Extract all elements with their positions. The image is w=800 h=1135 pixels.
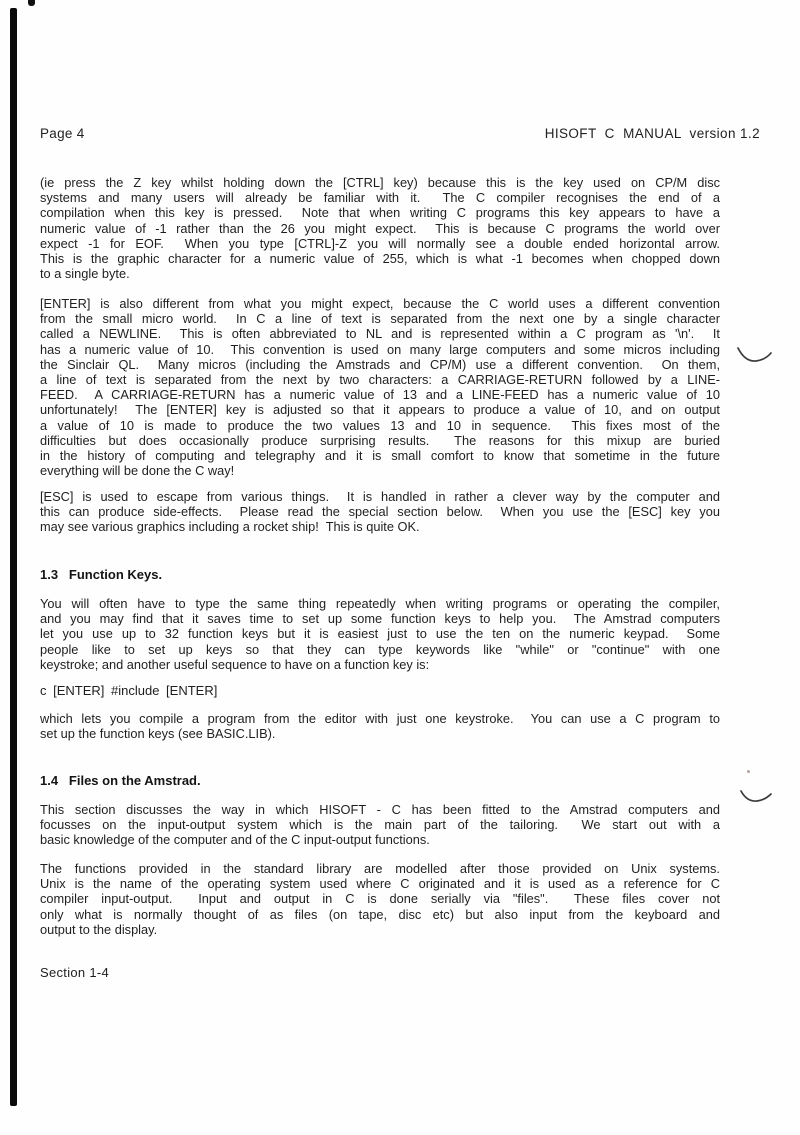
text-line: may see various graphics including a rocket ship! This is quite OK. bbox=[40, 519, 420, 535]
text-line: in the history of computing and telegraphy and it is small comfort to know that sometime in the future bbox=[40, 447, 720, 463]
paragraph-ctrl-z bbox=[40, 175, 720, 281]
text-line: a line of text is separated from the next by two characters: a CARRIAGE-RETURN followed by a LINE- bbox=[40, 371, 720, 387]
text-line: which lets you compile a program from the editor with just one keystroke. You can use a C program to bbox=[40, 711, 720, 726]
text-line: let you use up to 32 function keys but it is easiest just to use the ten on the numeric keypad. Some bbox=[40, 626, 720, 642]
text-line: compiler input-output. Input and output in C is done serially via "files". These files cover not bbox=[40, 891, 720, 907]
text-line: [ESC] is used to escape from various things. It is handled in rather a clever way by the computer and bbox=[40, 489, 720, 504]
paragraph-compile-keystroke bbox=[40, 711, 720, 741]
function-key-sequence: c [ENTER] #include [ENTER] bbox=[40, 683, 218, 698]
text-line: FEED. A CARRIAGE-RETURN has a numeric value of 13 and a LINE-FEED has a numeric value of 10 bbox=[40, 387, 720, 403]
text-line: only what is normally thought of as files (on tape, disc etc) but also input from the keyboard and bbox=[40, 906, 720, 922]
scan-squiggle-mark-2 bbox=[738, 785, 776, 809]
text-line: Unix is the name of the operating system used where C originated and it is used as a reference for C bbox=[40, 876, 720, 892]
text-line: output to the display. bbox=[40, 921, 158, 937]
scan-top-mark bbox=[28, 0, 35, 6]
text-line: to a single byte. bbox=[40, 266, 130, 282]
header-manual-title: HISOFT C MANUAL version 1.2 bbox=[544, 126, 760, 141]
text-line: everything will be done the C way! bbox=[40, 463, 235, 479]
header-page-number: Page 4 bbox=[40, 126, 85, 141]
text-line: compilation when this key is pressed. Note that when writing C programs this key appears to have a bbox=[40, 205, 720, 221]
text-line: and you may find that it saves time to set up some function keys to help you. The Amstrad computers bbox=[40, 611, 720, 627]
text-line: The functions provided in the standard library are modelled after those provided on Unix systems. bbox=[40, 861, 720, 876]
text-line: This section discusses the way in which HISOFT - C has been fitted to the Amstrad computers and bbox=[40, 802, 720, 817]
text-line: people like to set up keys so that they can type keywords like "while" or "continue" with one bbox=[40, 641, 720, 657]
text-line: this can produce side-effects. Please read the special section below. When you use the [ESC] key you bbox=[40, 504, 720, 520]
paragraph-esc bbox=[40, 489, 720, 535]
section-heading-function-keys: 1.3 Function Keys. bbox=[40, 567, 163, 582]
text-line: expect -1 for EOF. When you type [CTRL]-Z you will normally see a double ended horizontal arrow. bbox=[40, 235, 720, 251]
text-line: keystroke; and another useful sequence to have on a function key is: bbox=[40, 656, 430, 672]
scan-squiggle-mark-1 bbox=[735, 340, 775, 368]
text-line: the Sinclair QL. Many micros (including the Amstrads and CP/M) use a different convention. On them, bbox=[40, 356, 720, 372]
text-line: focusses on the input-output system which is the main part of the tailoring. We start out with a bbox=[40, 817, 720, 833]
scan-edge-bar bbox=[10, 8, 17, 1106]
text-line: difficulties but does occasionally produce surprising results. The reasons for this mixup are buried bbox=[40, 432, 720, 448]
text-line: numeric value of -1 rather than the 26 you might expect. This is because C programs the world over bbox=[40, 220, 720, 236]
text-line: basic knowledge of the computer and of the C input-output functions. bbox=[40, 832, 430, 848]
section-heading-files-amstrad: 1.4 Files on the Amstrad. bbox=[40, 773, 201, 788]
footer-section-number: Section 1-4 bbox=[40, 965, 110, 980]
text-line: [ENTER] is also different from what you might expect, because the C world uses a different convention bbox=[40, 296, 720, 311]
text-line: systems and many users will already be familiar with it. The C compiler recognises the end of a bbox=[40, 190, 720, 206]
text-line: has a numeric value of 10. This convention is used on many large computers and some micros including bbox=[40, 341, 720, 357]
text-line: set up the function keys (see BASIC.LIB). bbox=[40, 726, 276, 742]
text-line: a value of 10 is made to produce the two values 13 and 10 in sequence. This fixes most of the bbox=[40, 417, 720, 433]
scan-dot-mark bbox=[747, 770, 750, 773]
paragraph-unix-files bbox=[40, 861, 720, 937]
text-line: unfortunately! The [ENTER] key is adjusted so that it appears to produce a value of 10, and on output bbox=[40, 402, 720, 418]
text-line: called a NEWLINE. This is often abbreviated to NL and is represented within a C program as '\n'. It bbox=[40, 326, 720, 342]
paragraph-files-intro bbox=[40, 802, 720, 848]
text-line: You will often have to type the same thing repeatedly when writing programs or operating the compiler, bbox=[40, 596, 720, 611]
paragraph-function-keys bbox=[40, 596, 720, 672]
text-line: from the small micro world. In C a line of text is separated from the next one by a single character bbox=[40, 311, 720, 327]
text-line: This is the graphic character for a numeric value of 255, which is what -1 becomes when chopped down bbox=[40, 250, 720, 266]
paragraph-enter-convention bbox=[40, 296, 720, 478]
text-line: (ie press the Z key whilst holding down the [CTRL] key) because this is the key used on CP/M disc bbox=[40, 175, 720, 190]
